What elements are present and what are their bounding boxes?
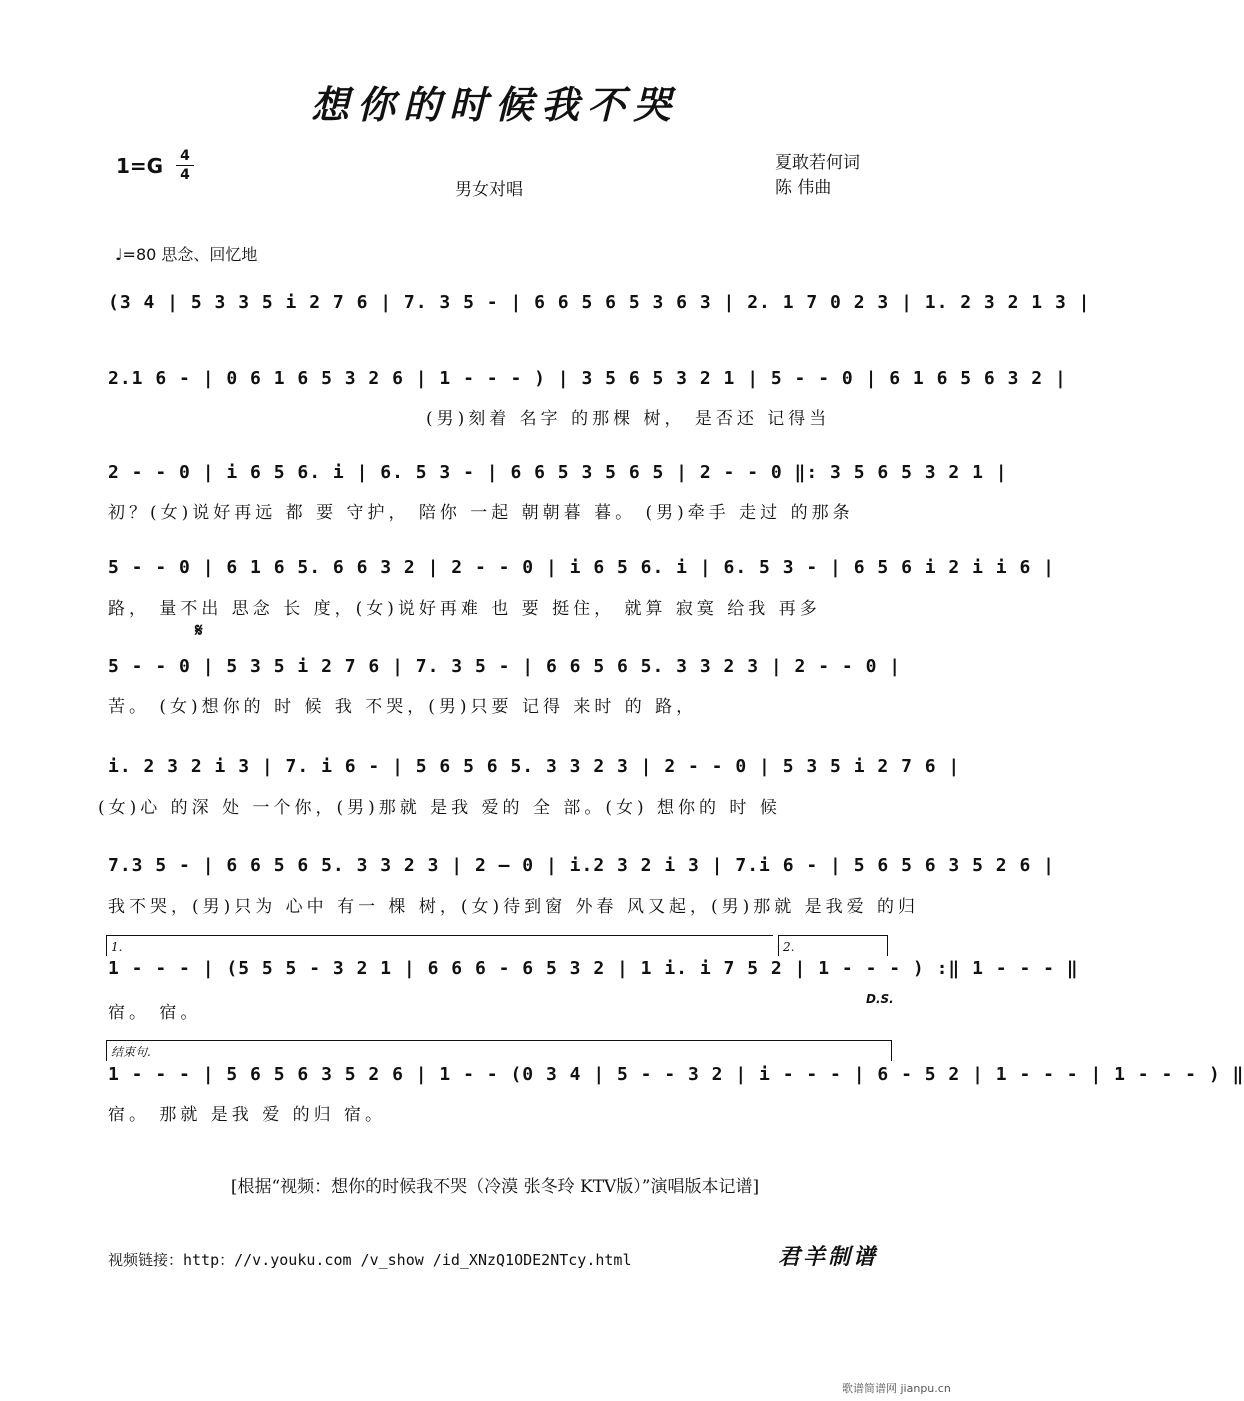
time-top: 4 bbox=[180, 148, 190, 164]
lyrics-row-7: 我不哭，(男)只为 心中 有一 棵 树，(女)待到窗 外春 风又起，(男)那就 是我爱 的归 bbox=[108, 897, 920, 917]
composer: 陈 伟曲 bbox=[775, 178, 832, 198]
time-signature bbox=[176, 148, 194, 183]
lyrics-row-5: 苦。 (女)想你的 时 候 我 不哭，(男)只要 记得 来时 的 路， bbox=[108, 697, 698, 717]
lyrics-row-3: 初？(女)说好再远 都 要 守护， 陪你 一起 朝朝暮 暮。 (男)牵手 走过 的那条 bbox=[108, 503, 854, 523]
lyricist: 夏敢若何词 bbox=[775, 153, 860, 173]
lyrics-row-8: 宿。 宿。 bbox=[108, 1003, 202, 1023]
brand-signature: 君羊制谱 bbox=[778, 1244, 879, 1270]
notation-row-8: 1 - - - | (5 5 5 - 3 2 1 | 6 6 6 - 6 5 3 2 | 1 i. i 7 5 2 | 1 - - - ) :‖ 1 - - - ‖ bbox=[108, 958, 1079, 979]
notation-row-3: 2 - - 0 | i 6 5 6. i | 6. 5 3 - | 6 6 5 3 5 6 5 | 2 - - 0 ‖: 3 5 6 5 3 2 1 | bbox=[108, 462, 1008, 483]
ds-marking: D.S. bbox=[866, 992, 894, 1006]
notation-row-4: 5 - - 0 | 6 1 6 5. 6 6 3 2 | 2 - - 0 | i 6 5 6. i | 6. 5 3 - | 6 5 6 i 2 i i 6 | bbox=[108, 557, 1055, 578]
time-bottom: 4 bbox=[180, 167, 190, 183]
lyrics-row-2: (男)刻着 名字 的那棵 树， 是否还 记得当 bbox=[426, 409, 831, 429]
source-note: [根据“视频：想你的时候我不哭（冷漠 张冬玲 KTV版）”演唱版本记谱] bbox=[230, 1177, 760, 1197]
key-signature: 1=G bbox=[116, 154, 164, 178]
notation-row-9: 1 - - - | 5 6 5 6 3 5 2 6 | 1 - - (0 3 4 | 5 - - 3 2 | i - - - | 6 - 5 2 | 1 - - - | 1 - - - ) ‖ bbox=[108, 1064, 1244, 1085]
coda-bracket bbox=[106, 1040, 892, 1061]
ending-label: 结束句. bbox=[111, 1045, 151, 1059]
watermark: 歌谱简谱网 jianpu.cn bbox=[842, 1382, 951, 1395]
notation-row-5: 5 - - 0 | 5 3 5 i 2 7 6 | 7. 3 5 - | 6 6 5 6 5. 3 3 2 3 | 2 - - 0 | bbox=[108, 656, 902, 677]
first-ending-bracket bbox=[106, 935, 773, 956]
tempo-marking: ♩=80 思念、回忆地 bbox=[115, 245, 258, 264]
notation-row-1: (3 4 | 5 3 3 5 i 2 7 6 | 7. 3 5 - | 6 6 5 6 5 3 6 3 | 2. 1 7 0 2 3 | 1. 2 3 2 1 3 | bbox=[108, 292, 1091, 313]
second-ending-bracket bbox=[778, 935, 888, 956]
notation-row-6: i. 2 3 2 i 3 | 7. i 6 - | 5 6 5 6 5. 3 3 2 3 | 2 - - 0 | 5 3 5 i 2 7 6 | bbox=[108, 756, 961, 777]
lyrics-row-4: 路， 量不出 思念 长 度，(女)说好再难 也 要 挺住， 就算 寂寞 给我 再多 bbox=[108, 599, 821, 619]
segno-sign: 𝄋 bbox=[195, 620, 203, 641]
first-ending-label: 1. bbox=[111, 940, 123, 954]
lyrics-row-9: 宿。 那就 是我 爱 的归 宿。 bbox=[108, 1105, 387, 1125]
lyrics-row-6: (女)心 的深 处 一个你，(男)那就 是我 爱的 全 部。(女) 想你的 时 候 bbox=[98, 798, 781, 818]
page-title: 想你的时候我不哭 bbox=[310, 82, 679, 127]
notation-row-7: 7.3 5 - | 6 6 5 6 5. 3 3 2 3 | 2 — 0 | i.2 3 2 i 3 | 7.i 6 - | 5 6 5 6 3 5 2 6 | bbox=[108, 855, 1055, 876]
arrangement: 男女对唱 bbox=[455, 180, 523, 200]
second-ending-label: 2. bbox=[783, 940, 795, 954]
notation-row-2: 2.1 6 - | 0 6 1 6 5 3 2 6 | 1 - - - ) | 3 5 6 5 3 2 1 | 5 - - 0 | 6 1 6 5 6 3 2 | bbox=[108, 368, 1067, 389]
video-link[interactable]: 视频链接：http：//v.youku.com /v_show /id_XNzQ1ODE2NTcy.html bbox=[108, 1251, 632, 1269]
